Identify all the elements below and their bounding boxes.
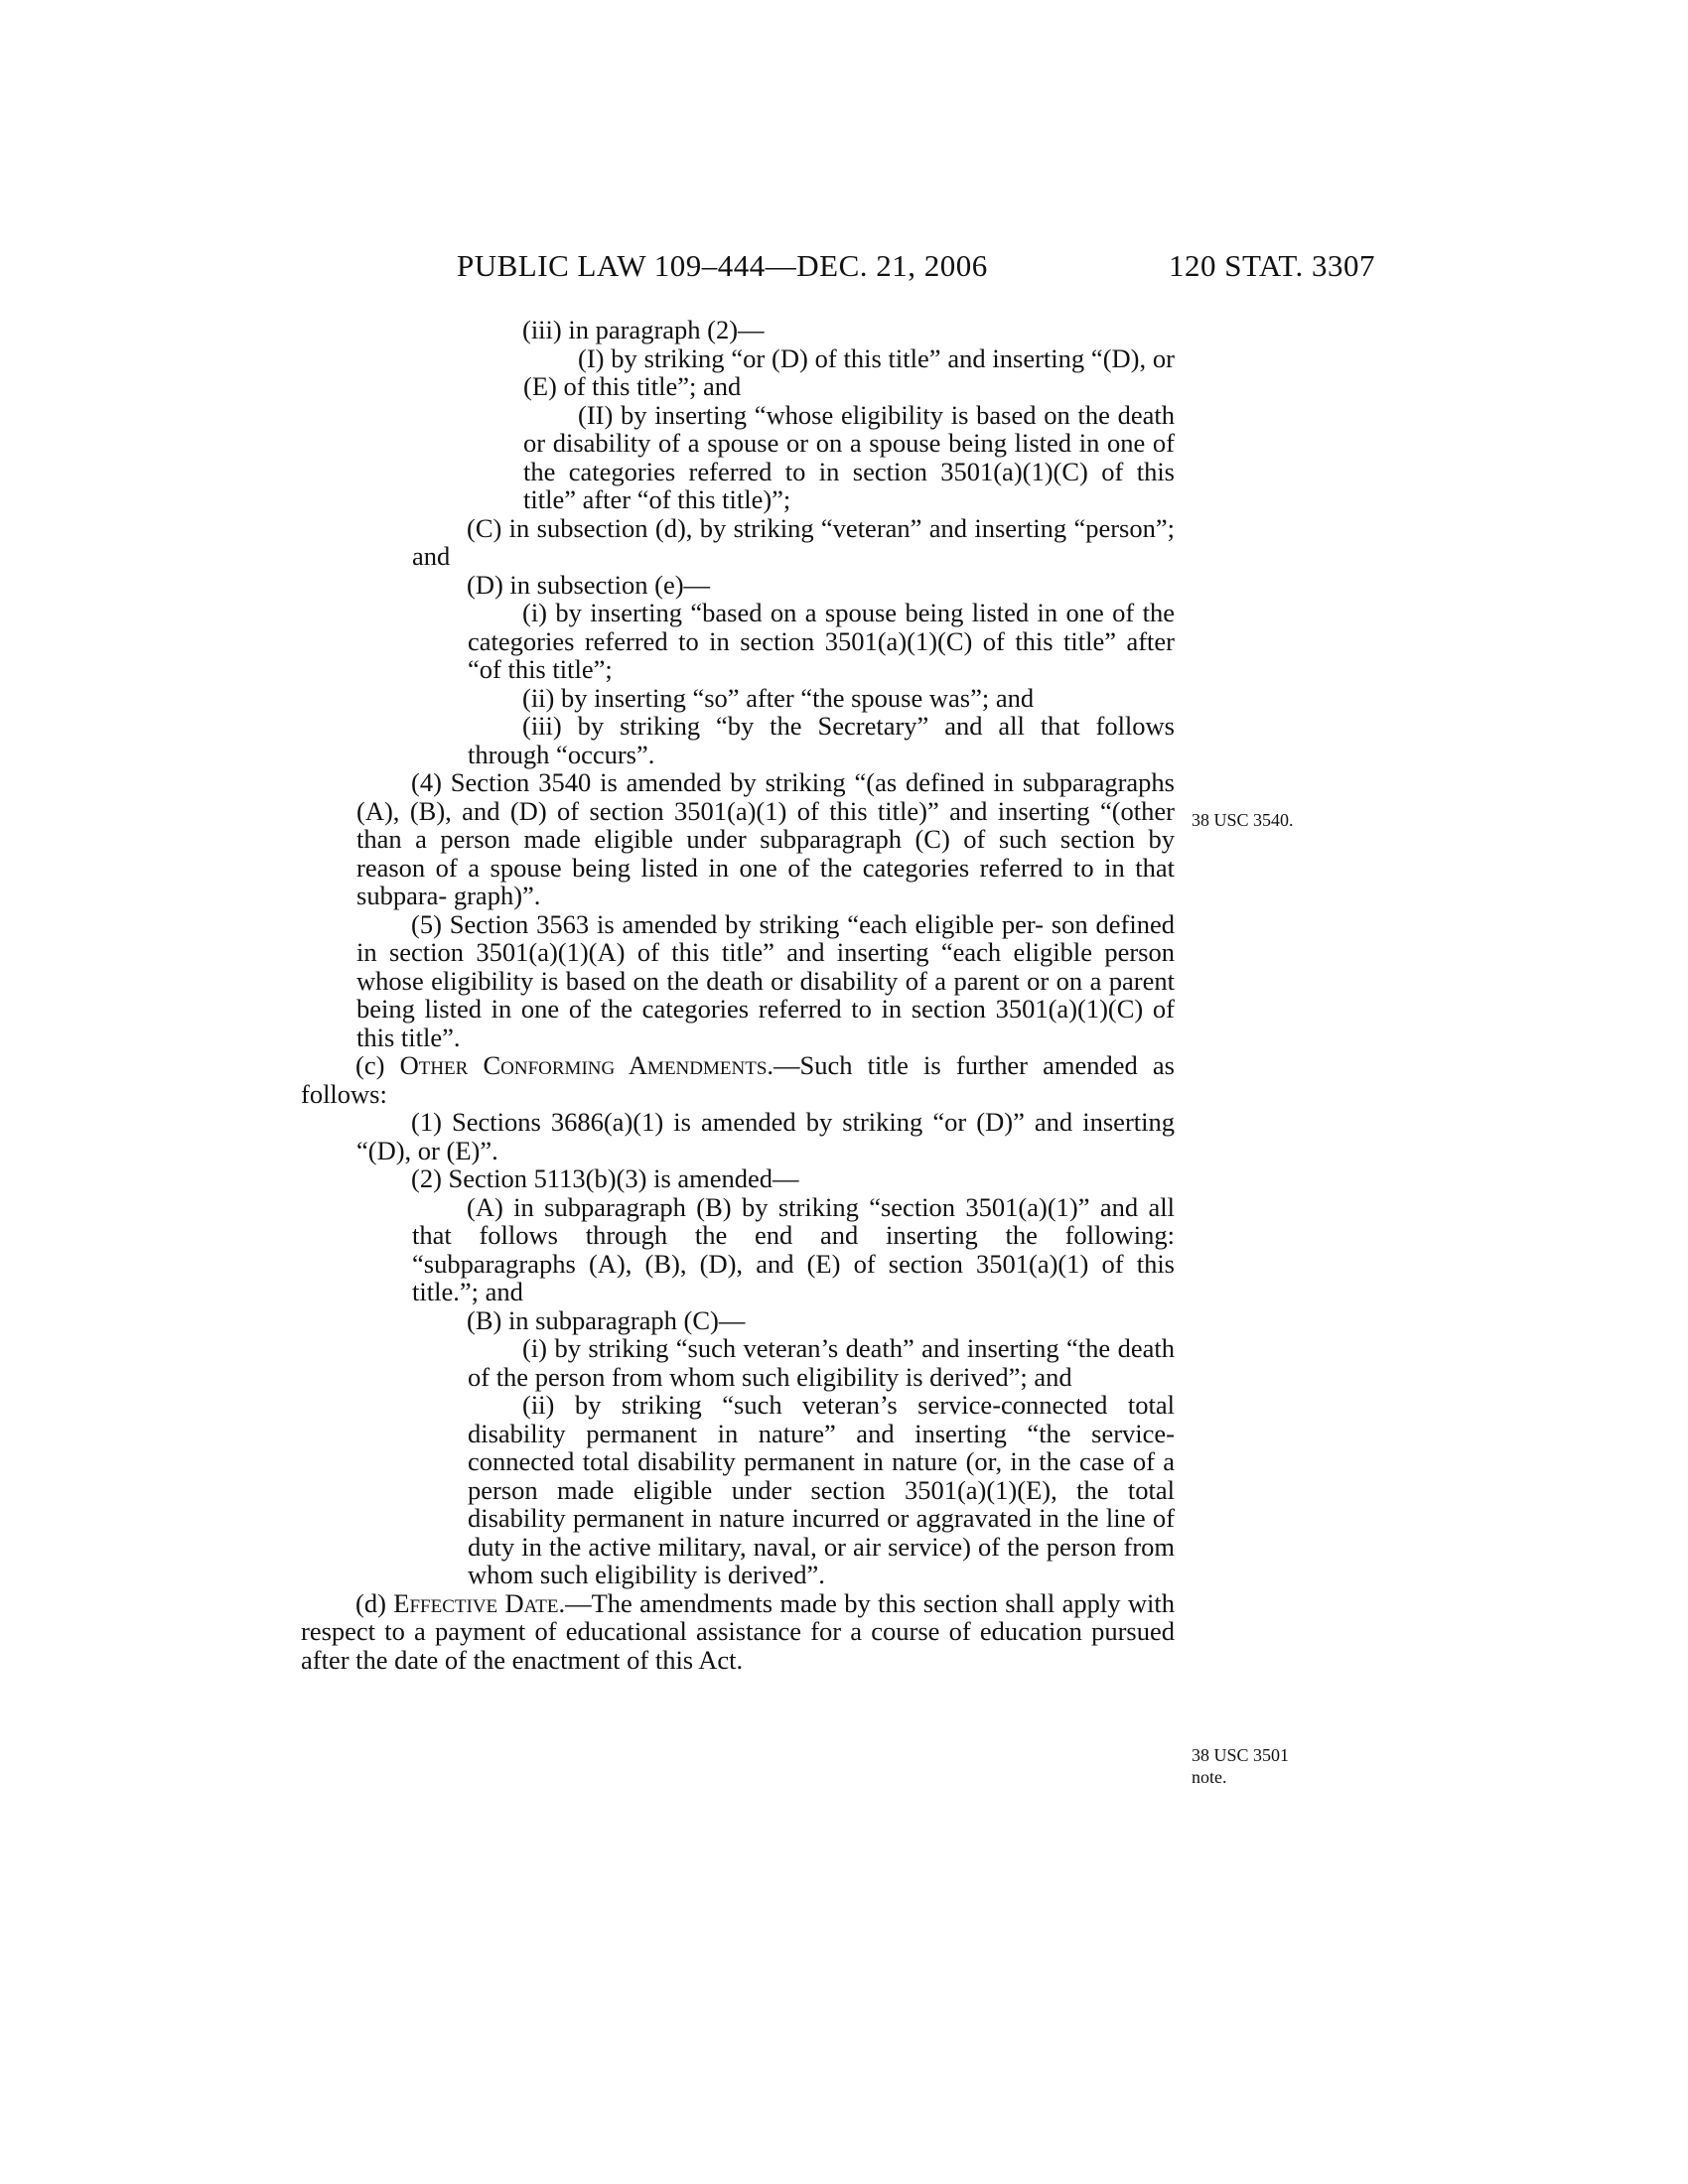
subclause-I: (I) by striking “or (D) of this title” and inserting “(D), or (E) of this title”; and (523, 342, 1175, 401)
subsection-d-text: (d) Effective Date.—The amendments made by this section shall apply with respect to a payment of educational assistance for a course of education pursued after the date of the enactment of this Act. (301, 1587, 1175, 1675)
subparagraph-C: (C) in subsection (d), by striking “veteran” and inserting “person”; and (412, 512, 1175, 571)
clause-i-b: (i) by striking “such veteran’s death” and inserting “the death of the person from whom such eligibility is derived”; and (468, 1333, 1175, 1392)
statute-page-number: 120 STAT. 3307 (1168, 248, 1375, 283)
clause-iii-paragraph-2: (iii) in paragraph (2)— (522, 315, 765, 344)
clause-ii-b: (ii) by striking “such veteran’s service-connected total disability permanent in nature” and inserting “the service-connected total disability permanent in nature (or, in the case of a person made eligible under section 3501(a)(1)(E), the total disability permanent in nature incurred or aggravated in the line of duty in the active military, naval, or air service) of the person from whom such eligibility is derived”. (468, 1390, 1175, 1589)
subsection-c (301, 1051, 1175, 1108)
margin-note-38-usc-3501 (1192, 1744, 1350, 1788)
law-citation-header: PUBLIC LAW 109–444—DEC. 21, 2006 (457, 248, 988, 283)
paragraph-2: (2) Section 5113(b)(3) is amended— (411, 1163, 799, 1193)
clause-iii: (iii) by striking “by the Secretary” and all that follows through “occurs”. (468, 711, 1175, 769)
clause-ii: (ii) by inserting “so” after “the spouse was”; and (522, 682, 1035, 713)
margin-note-line-2: note. (1192, 1767, 1227, 1787)
subsection-d (301, 1589, 1175, 1675)
margin-note-38-usc-3540: 38 USC 3540. (1192, 810, 1294, 830)
subparagraph-A: (A) in subparagraph (B) by striking “section 3501(a)(1)” and all that follows through the end and inserting the following: “subparagraphs (A), (B), (D), and (E) of section 3501(a)(1) of this title.”; and (412, 1191, 1175, 1306)
margin-note-line-1: 38 USC 3501 (1192, 1745, 1290, 1765)
clause-i: (i) by inserting “based on a spouse being listed in one of the categories referred to in section 3501(a)(1)(C) of this title” after “of this title”; (468, 598, 1175, 684)
subparagraph-D: (D) in subsection (e)— (467, 569, 711, 600)
statute-body (301, 316, 1175, 1674)
page-header (457, 248, 1375, 288)
paragraph-1: (1) Sections 3686(a)(1) is amended by striking “or (D)” and inserting “(D), or (E)”. (356, 1107, 1175, 1165)
subsection-c-text: (c) Other Conforming Amendments.—Such title is further amended as follows: (301, 1050, 1175, 1109)
paragraph-5: (5) Section 3563 is amended by striking “each eligible per- son defined in section 3501(a)(1)(A) of this title” and inserting “each eligible person whose eligibility is based on the death or disability of a parent or on a parent being listed in one of the categories referred to in section 3501(a)(1)(C) of this title”. (356, 908, 1175, 1052)
subsection-heading: Effective Date (393, 1587, 559, 1618)
subclause-II: (II) by inserting “whose eligibility is based on the death or disability of a spouse or on a spouse being listed in one of the categories referred to in section 3501(a)(1)(C) of this title” after “of this title)”; (523, 399, 1175, 514)
subsection-heading: Other Conforming Amendments (399, 1050, 768, 1080)
subparagraph-B: (B) in subparagraph (C)— (467, 1304, 746, 1335)
paragraph-4: (4) Section 3540 is amended by striking “(as defined in subparagraphs (A), (B), and (D) of section 3501(a)(1) of this title)” and inserting “(other than a person made eligible under subparagraph (C) of such section by reason of a spouse being listed in one of the categories referred to in that subpara- graph)”. (356, 767, 1175, 910)
